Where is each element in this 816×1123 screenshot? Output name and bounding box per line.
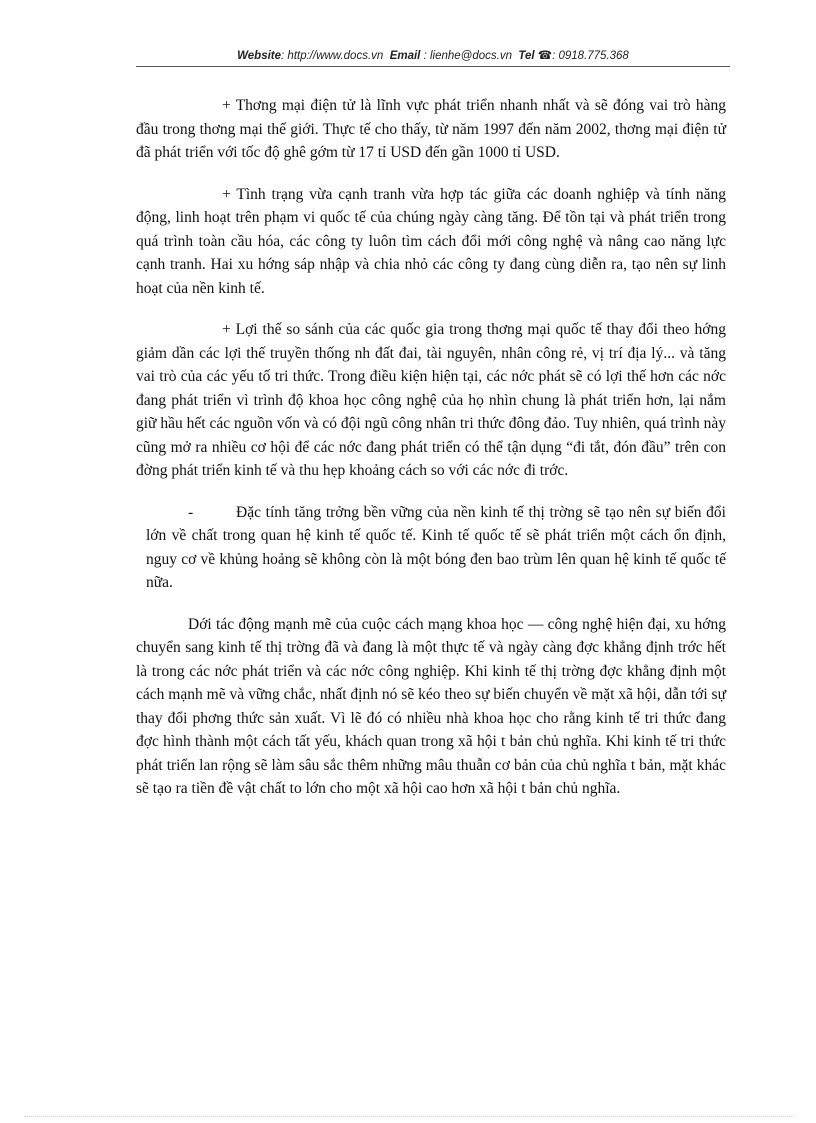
email-value[interactable]: : lienhe@docs.vn	[423, 50, 512, 62]
page-header	[136, 48, 730, 62]
tel-value: : 0918.775.368	[552, 50, 629, 62]
document-body	[136, 94, 726, 819]
tel-label: Tel	[518, 50, 535, 62]
email-label: Email	[389, 50, 421, 62]
paragraph-knowledge-economy: Dới tác động mạnh mẽ của cuộc cách mạng khoa học — công nghệ hiện đại, xu hớng chuyển sang kinh tế thị trờng đã và đang là một thực tế và ngày càng đợc khẳng định trớc hết là trong các nớc phát triển và các nớc công nghiệp. Khi kinh tế thị trờng đợc khẳng định một cách mạnh mẽ và vững chắc, nhất định nó sẽ kéo theo sự biến chuyển về mặt xã hội, dẫn tới sự thay đổi phơng thức sản xuất. Vì lẽ đó có nhiều nhà khoa học cho rằng kinh tế tri thức đang đợc hình thành một cách tất yếu, khách quan trong xã hội t bản chủ nghĩa. Khi kinh tế tri thức phát triển lan rộng sẽ làm sâu sắc thêm những mâu thuẫn cơ bản của chủ nghĩa t bản, mặt khác sẽ tạo ra tiền đề vật chất to lớn cho một xã hội cao hơn xã hội t bản chủ nghĩa.	[136, 615, 726, 797]
paragraph-comparative-advantage: + Lợi thế so sánh của các quốc gia trong thơng mại quốc tế thay đổi theo hớng giảm dần các lợi thế truyền thống nh đất đai, tài nguyên, nhân công rẻ, vị trí địa lý... và tăng vai trò của các yếu tố tri thức. Trong điều kiện hiện tại, các nớc phát sẽ có lợi thế hơn các nớc đang phát triển vì trình độ khoa học công nghệ của họ nhìn chung là phát triển hơn, lại nắm giữ hầu hết các nguồn vốn và có đội ngũ công nhân tri thức đông đảo. Tuy nhiên, quá trình này cũng mở ra nhiều cơ hội để các nớc đang phát triển có thể tận dụng “đi tắt, đón đầu” trên con đờng phát triển kinh tế và thu hẹp khoảng cách so với các nớc đi trớc.	[136, 321, 726, 479]
phone-icon: ☎	[537, 50, 553, 62]
paragraph-ecommerce: + Thơng mại điện tử là lĩnh vực phát triển nhanh nhất và sẽ đóng vai trò hàng đầu trong thơng mại thế giới. Thực tế cho thấy, từ năm 1997 đến năm 2002, thơng mại điện tử đã phát triển với tốc độ ghê gớm từ 17 tỉ USD đến gần 1000 tỉ USD.	[136, 97, 726, 161]
paragraph-market-growth	[146, 501, 726, 595]
website-value[interactable]: : http://www.docs.vn	[281, 50, 384, 62]
website-label: Website	[237, 50, 282, 62]
paragraph-market-growth-text: Đặc tính tăng trởng bền vững của nền kinh tế thị trờng sẽ tạo nên sự biến đổi lớn về chất trong quan hệ kinh tế quốc tế. Kinh tế quốc tế sẽ phát triển một cách ổn định, nguy cơ về khủng hoảng sẽ không còn là một bóng đen bao trùm lên quan hệ kinh tế quốc tế nữa.	[146, 503, 726, 591]
paragraph-competition: + Tình trạng vừa cạnh tranh vừa hợp tác giữa các doanh nghiệp và tính năng động, linh hoạt trên phạm vi quốc tế của chúng ngày càng tăng. Để tồn tại và phát triển trong quá trình toàn cầu hóa, các công ty luôn tìm cách đổi mới công nghệ và nâng cao năng lực cạnh tranh. Hai xu hớng sáp nhập và chia nhỏ các công ty đang cùng diễn ra, tạo nên sự linh hoạt của nền kinh tế.	[136, 185, 726, 297]
footer-divider	[24, 1116, 794, 1117]
dash-bullet: -	[188, 503, 194, 521]
header-divider	[136, 66, 730, 67]
